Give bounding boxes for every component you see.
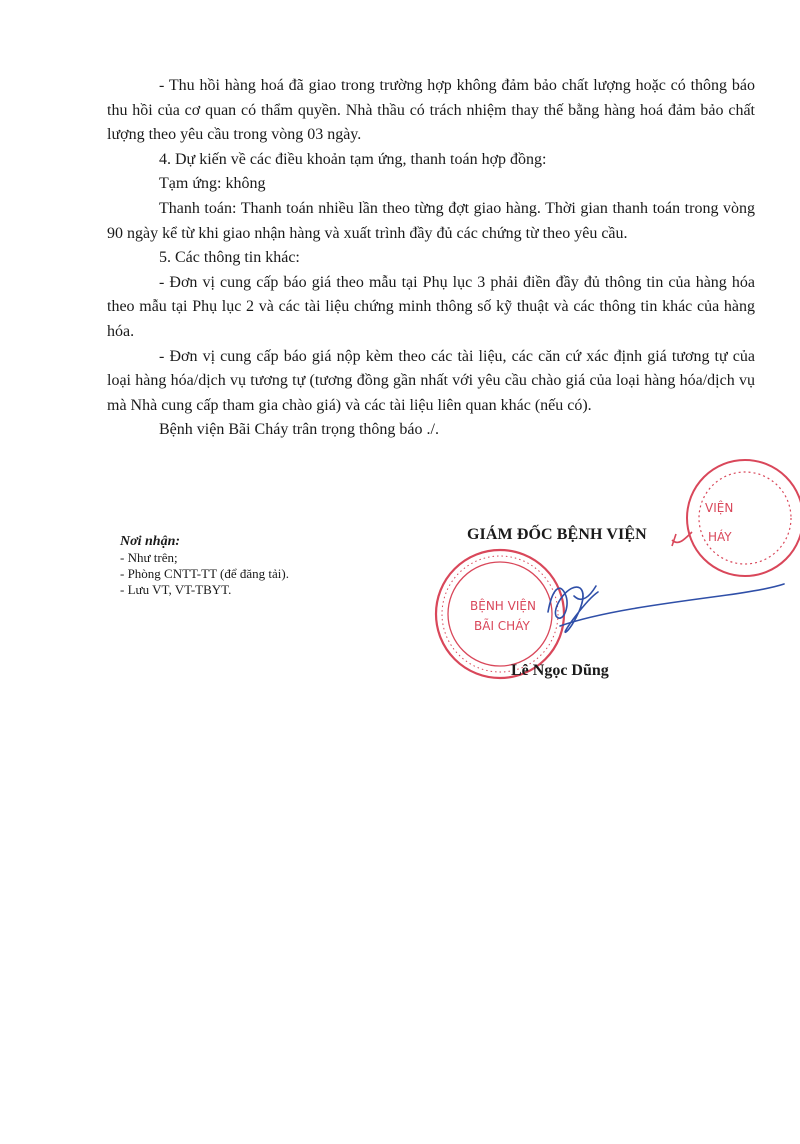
recipients-heading: Nơi nhận: [120, 534, 181, 549]
seal-text-line-2: BÃI CHÁY [474, 619, 530, 633]
paragraph-advance: Tạm ứng: không [159, 175, 266, 193]
signer-title: GIÁM ĐỐC BỆNH VIỆN [467, 526, 647, 543]
paragraph-payment: Thanh toán: Thanh toán nhiều lần theo từng đợt giao hàng. Thời gian thanh toán trong vòng 90 ngày kể từ khi giao nhận hàng và xuất trình đầy đủ các chứng từ theo yêu cầu. [107, 199, 755, 242]
seal-text-line-1: BỆNH VIỆN [470, 599, 536, 613]
paragraph-advance-payment-heading: 4. Dự kiến về các điều khoản tạm ứng, thanh toán hợp đồng: [159, 150, 547, 168]
paragraph-other-info-heading: 5. Các thông tin khác: [159, 249, 300, 267]
recipient-item: - Phòng CNTT-TT (để đăng tải). [120, 566, 289, 581]
recipient-item: - Như trên; [120, 550, 178, 565]
handwritten-signature-icon [548, 584, 784, 632]
partial-seal-text-1: VIỆN [705, 501, 734, 515]
recipients-block [120, 534, 289, 598]
recipient-item: - Lưu VT, VT-TBYT. [120, 582, 232, 597]
signer-name: Lê Ngọc Dũng [511, 662, 609, 679]
document-body [107, 74, 755, 443]
hospital-seal-icon [436, 550, 564, 678]
paragraph-quote-form: - Đơn vị cung cấp báo giá theo mẫu tại Phụ lục 3 phải điền đầy đủ thông tin của hàng hóa theo mẫu tại Phụ lục 2 và các tài liệu chứng minh thông số kỹ thuật và các thông tin khác của hàng hóa. [107, 273, 755, 340]
paragraph-recall-goods: - Thu hồi hàng hoá đã giao trong trường hợp không đảm bảo chất lượng hoặc có thông báo thu hồi của cơ quan có thẩm quyền. Nhà thầu có trách nhiệm thay thế bằng hàng hoá đảm bảo chất lượng theo yêu cầu trong vòng 03 ngày. [107, 77, 755, 144]
paragraph-quote-documents: - Đơn vị cung cấp báo giá nộp kèm theo các tài liệu, các căn cứ xác định giá tương tự của loại hàng hóa/dịch vụ tương tự (tương đồng gần nhất với yêu cầu chào giá của loại hàng hóa/dịch vụ mà Nhà cung cấp tham gia chào giá) và các tài liệu liên quan khác (nếu có). [107, 347, 755, 414]
initial-mark-icon [672, 532, 692, 546]
partial-seal-text-2: HÁY [708, 530, 732, 544]
partial-seal-icon [687, 460, 800, 576]
paragraph-closing: Bệnh viện Bãi Cháy trân trọng thông báo ./. [159, 421, 439, 439]
